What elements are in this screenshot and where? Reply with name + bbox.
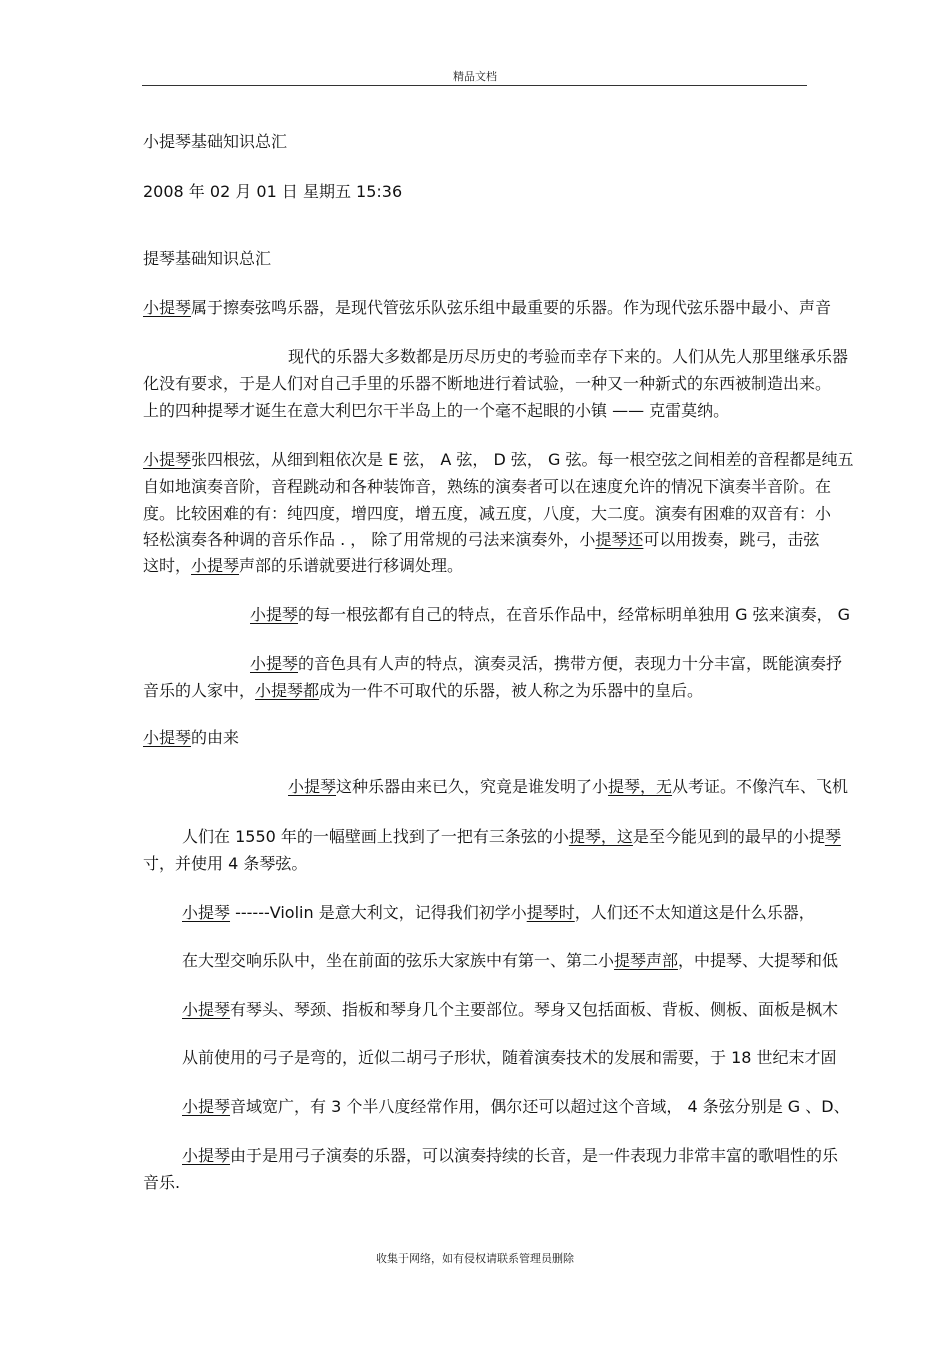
violin-link[interactable]: 小提琴 — [143, 298, 192, 317]
violin-link[interactable]: 小提琴 — [143, 450, 192, 469]
paragraph-3-line-2: 自如地演奏音阶，音程跳动和各种装饰音，熟练的演奏者可以在速度允许的情况下演奏半音阶。在 — [143, 477, 832, 496]
paragraph-13-line-2: 音乐. — [143, 1173, 181, 1192]
paragraph-12-line: 小提琴音域宽广，有 3 个半八度经常作用，偶尔还可以超过这个音域， 4 条弦分别是 G 、D、 — [182, 1097, 850, 1116]
paragraph-2-line-1: 现代的乐器大多数都是历尽历史的考验而幸存下来的。人们从先人那里继承乐器 — [288, 347, 849, 366]
document-subtitle: 提琴基础知识总汇 — [143, 249, 272, 268]
violin-link[interactable]: 小提琴 — [143, 728, 192, 747]
violin-link[interactable]: 提琴，这 — [568, 827, 633, 846]
violin-link[interactable]: 提琴时 — [526, 903, 575, 922]
paragraph-2-line-3: 上的四种提琴才诞生在意大利巴尔干半岛上的一个毫不起眼的小镇 —— 克雷莫纳。 — [143, 401, 730, 420]
document-date: 2008 年 02 月 01 日 星期五 15:36 — [143, 182, 403, 201]
violin-link[interactable]: 琴 — [824, 827, 841, 846]
paragraph-5-line-1: 小提琴的音色具有人声的特点，演奏灵活，携带方便，表现力十分丰富，既能演奏抒 — [250, 654, 843, 673]
violin-link[interactable]: 小提琴都 — [255, 681, 320, 700]
violin-link[interactable]: 小提琴 — [182, 1000, 231, 1019]
violin-link[interactable]: 小提琴 — [182, 1146, 231, 1165]
violin-link[interactable]: 小提琴 — [250, 654, 299, 673]
paragraph-1-line: 小提琴属于擦奏弦鸣乐器，是现代管弦乐队弦乐组中最重要的乐器。作为现代弦乐器中最小、声音 — [143, 298, 832, 317]
paragraph-9-line: 在大型交响乐队中，坐在前面的弦乐大家族中有第一、第二小提琴声部，中提琴、大提琴和低 — [182, 951, 839, 970]
paragraph-5-line-2: 音乐的人家中，小提琴都成为一件不可取代的乐器，被人称之为乐器中的皇后。 — [143, 681, 704, 700]
paragraph-10-line: 小提琴有琴头、琴颈、指板和琴身几个主要部位。琴身又包括面板、背板、侧板、面板是枫木 — [182, 1000, 839, 1019]
violin-link[interactable]: 小提琴 — [191, 556, 240, 575]
paragraph-8-line: 小提琴 ------Violin 是意大利文，记得我们初学小提琴时，人们还不太知道这是什么乐器， — [182, 903, 815, 922]
paragraph-2-line-2: 化没有要求，于是人们对自己手里的乐器不断地进行着试验，一种又一种新式的东西被制造出来。 — [143, 374, 832, 393]
violin-link[interactable]: 提琴，无 — [608, 777, 673, 796]
document-title: 小提琴基础知识总汇 — [143, 132, 288, 151]
paragraph-3-line-4: 轻松演奏各种调的音乐作品 . ， 除了用常规的弓法来演奏外，小提琴还可以用拨奏，跳弓，击弦 — [143, 530, 820, 549]
violin-link[interactable]: 小提琴 — [250, 605, 299, 624]
violin-link[interactable]: 小提琴 — [182, 903, 231, 922]
paragraph-3-line-5: 这时，小提琴声部的乐谱就要进行移调处理。 — [143, 556, 464, 575]
paragraph-13-line-1: 小提琴由于是用弓子演奏的乐器，可以演奏持续的长音，是一件表现力非常丰富的歌唱性的乐 — [182, 1146, 839, 1165]
page-footer: 收集于网络，如有侵权请联系管理员删除 — [376, 1252, 574, 1265]
paragraph-6-line: 小提琴这种乐器由来已久，究竟是谁发明了小提琴，无从考证。不像汽车、飞机 — [288, 777, 849, 796]
violin-link[interactable]: 提琴还 — [595, 530, 644, 549]
paragraph-7-line-1: 人们在 1550 年的一幅壁画上找到了一把有三条弦的小提琴，这是至今能见到的最早的小提琴 — [182, 827, 841, 846]
paragraph-4-line: 小提琴的每一根弦都有自己的特点，在音乐作品中，经常标明单独用 G 弦来演奏， G — [250, 605, 851, 624]
paragraph-3-line-1: 小提琴张四根弦，从细到粗依次是 E 弦， A 弦， D 弦， G 弦。每一根空弦之间相差的音程都是纯五 — [143, 450, 854, 469]
violin-link[interactable]: 小提琴 — [182, 1097, 231, 1116]
paragraph-11-line: 从前使用的弓子是弯的，近似二胡弓子形状，随着演奏技术的发展和需要，于 18 世纪末才固 — [182, 1048, 837, 1067]
section-heading-origin: 小提琴的由来 — [143, 728, 240, 747]
paragraph-3-line-3: 度。比较困难的有：纯四度，增四度，增五度，减五度，八度，大二度。演奏有困难的双音有：小 — [143, 504, 832, 523]
violin-link[interactable]: 小提琴 — [288, 777, 337, 796]
page-header: 精品文档 — [453, 70, 497, 83]
violin-section-link[interactable]: 提琴声部 — [614, 951, 679, 970]
paragraph-7-line-2: 寸，并使用 4 条琴弦。 — [143, 854, 308, 873]
header-rule — [142, 85, 807, 86]
